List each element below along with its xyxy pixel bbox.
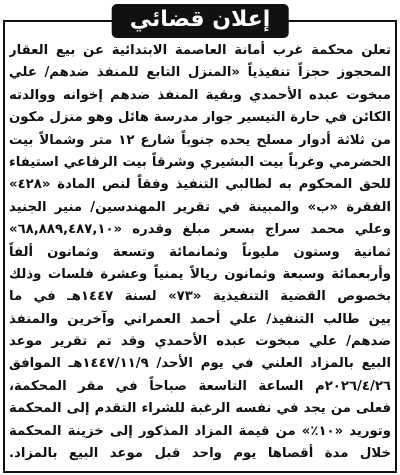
notice-line: للحق المحكوم به لطالبي التنفيذ وفقاً لنص المادة «٤٢٨»	[9, 177, 391, 193]
notice-line: مبخوت عبده الأحمدي وبقية المنفذ ضدهم إخوانه ووالدته	[9, 87, 391, 103]
notice-line: فعلى من يجد في نفسه الرغبة للشراء التقدم إلى المحكمة	[9, 401, 391, 417]
notice-line: ٢٠٢٦/٤/٢٦م الساعة التاسعة صباحاً في مقر المحكمة،	[9, 378, 391, 394]
notice-line: خلال مدة أقصاها يوم واحد قبل موعد البيع بالمزاد.	[9, 446, 391, 462]
notice-line: بخصوص القضية التنفيذية «٧٣» لسنة ١٤٤٧هـ في ما	[9, 289, 391, 305]
notice-line: البيع بالمزاد العلني في يوم الأحد/ ١٤٤٧/١١/٩هـ الموافق	[9, 356, 391, 372]
notice-line: من ثلاثة أدوار مسلح يحده جنوباً شارع ١٢ متر وشمالاً بيت	[9, 132, 391, 148]
notice-body	[9, 40, 391, 465]
notice-line: الفقرة «ب» والمبينة في تقرير المهندسين/ منير الجنيد	[9, 199, 391, 215]
notice-line: وأربعمائة وسبعة وثمانون ريالاً يمنياً وعشرة فلسات وذلك	[9, 266, 391, 282]
title-banner	[112, 4, 289, 38]
notice-line: بين طالب التنفيذ/ علي أحمد العمراني وآخرين والمنفذ	[9, 311, 391, 327]
notice-title: إعلان قضائي	[129, 7, 271, 32]
notice-line: المحجوز حجزاً تنفيذياً «المنزل التابع للمنفذ ضدهم/ علي	[9, 65, 391, 81]
notice-line: الكائن في حارة التيسير جوار مدرسة هائل وهو منزل مكون	[9, 110, 391, 126]
notice-line: ضدهم/ علي مبخوت عبده الأحمدي وقد تم تقرير موعد	[9, 334, 391, 350]
notice-line: تعلن محكمة غرب أمانة العاصمة الابتدائية عن بيع العقار	[9, 43, 391, 58]
notice-line: وعلي محمد سراج بسعر مبلغ وقدره «٦٨,٨٨٩,٤٨٧,١٠»	[9, 222, 391, 238]
notice-line: الحضرمي وغرباً بيت البشيري وشرقاً بيت الرفاعي استيفاء	[9, 154, 391, 170]
notice-line: ثمانية وستون مليوناً وثمانمائة وتسعة وثمانون ألفاً	[9, 244, 391, 260]
notice-line: وتوريد «١٠٪» من قيمة المزاد المذكور إلى خزينة المحكمة	[9, 423, 391, 439]
